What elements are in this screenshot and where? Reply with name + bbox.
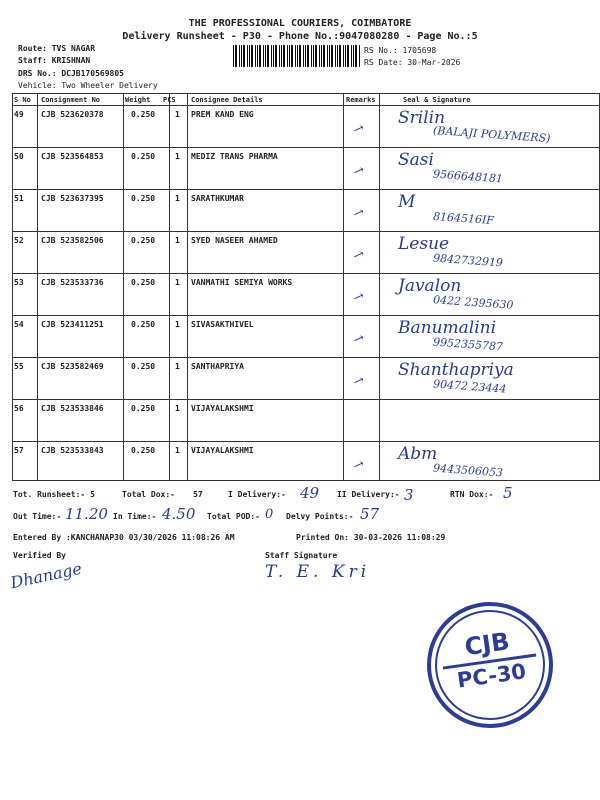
signature-note: 8164516IF xyxy=(432,209,495,228)
signature-note: (BALAJI POLYMERS) xyxy=(432,123,551,146)
company-title: THE PROFESSIONAL COURIERS, COIMBATORE xyxy=(188,18,412,29)
signature: Shanthapriya xyxy=(398,360,514,380)
stamp-top-text: CJB xyxy=(462,627,512,662)
signature: Javalon xyxy=(398,276,462,296)
signature: Banumalini xyxy=(398,318,497,338)
signature-note: 9566648181 xyxy=(432,167,504,186)
entered-by: Entered By :KANCHANAP30 03/30/2026 11:08:26 AM xyxy=(13,533,235,542)
cell-consignee: SIVASAKTHIVEL xyxy=(191,320,254,329)
office-stamp xyxy=(419,594,561,736)
i-delivery-label: I Delivery:- xyxy=(228,490,286,499)
rs-number: RS No.: 1705698 xyxy=(364,46,437,55)
cell-pcs: 1 xyxy=(175,320,180,329)
cell-consignment: CJB 523411251 xyxy=(41,320,104,329)
table-row xyxy=(13,106,599,148)
cell-consignment: CJB 523620378 xyxy=(41,110,104,119)
total-pod-label: Total POD:- xyxy=(207,512,260,521)
in-time-label: In Time:- xyxy=(113,512,157,521)
cell-consignee: SYED NASEER AHAMED xyxy=(191,236,278,245)
cell-weight: 0.250 xyxy=(131,362,156,371)
table-row xyxy=(13,400,599,442)
cell-sno: 57 xyxy=(14,446,24,455)
cell-consignee: PREM KAND ENG xyxy=(191,110,254,119)
cell-consignee: SARATHKUMAR xyxy=(191,194,244,203)
signature-note: 90472 23444 xyxy=(432,377,507,396)
cell-sno: 51 xyxy=(14,194,24,203)
col-pcs: PCS xyxy=(163,96,176,104)
signature: Lesue xyxy=(398,234,450,254)
in-time-value: 4.50 xyxy=(162,505,196,523)
out-time-value: 11.20 xyxy=(65,505,108,523)
signature: M xyxy=(398,192,416,212)
col-consignee: Consignee Details xyxy=(191,96,263,104)
i-delivery-value: 49 xyxy=(300,484,320,502)
cell-consignment: CJB 523564853 xyxy=(41,152,104,161)
cell-consignment: CJB 523637395 xyxy=(41,194,104,203)
cell-consignee: VIJAYALAKSHMI xyxy=(191,446,254,455)
vehicle: Vehicle: Two Wheeler Delivery xyxy=(18,81,158,90)
route: Route: TVS NAGAR xyxy=(18,44,96,53)
out-time-label: Out Time:- xyxy=(13,512,62,521)
cell-weight: 0.250 xyxy=(131,320,156,329)
table-row xyxy=(13,274,599,316)
remark-mark: ↗ xyxy=(350,330,367,349)
total-pod-value: 0 xyxy=(265,507,274,522)
col-signature: Seal & Signature xyxy=(403,96,471,104)
stamp-bottom-text: PC-30 xyxy=(455,659,528,693)
signature-note: 9443506053 xyxy=(432,461,504,480)
remark-mark: ↗ xyxy=(350,120,367,139)
cell-weight: 0.250 xyxy=(131,110,156,119)
cell-weight: 0.250 xyxy=(131,278,156,287)
ii-delivery-value: 3 xyxy=(404,486,414,504)
remark-mark: ↗ xyxy=(350,162,367,181)
signature: Sasi xyxy=(398,150,434,170)
cell-sno: 50 xyxy=(14,152,24,161)
table-row xyxy=(13,316,599,358)
runsheet-title: Delivery Runsheet - P30 - Phone No.:9047080280 - Page No.:5 xyxy=(122,31,478,42)
staff: Staff: KRISHNAN xyxy=(18,56,91,65)
drs-number: DRS No.: DCJB170569805 xyxy=(18,69,124,78)
cell-weight: 0.250 xyxy=(131,194,156,203)
cell-consignee: MEDIZ TRANS PHARMA xyxy=(191,152,278,161)
col-consignment: Consignment No xyxy=(41,96,101,104)
cell-consignment: CJB 523582506 xyxy=(41,236,104,245)
rs-date: RS Date: 30-Mar-2026 xyxy=(364,58,461,67)
ii-delivery-label: II Delivery:- xyxy=(337,490,400,499)
cell-sno: 56 xyxy=(14,404,24,413)
signature-note: 9842732919 xyxy=(432,251,504,270)
remark-mark: ↗ xyxy=(350,456,367,475)
cell-sno: 55 xyxy=(14,362,24,371)
rtn-dox-label: RTN Dox:- xyxy=(450,490,494,499)
col-remarks: Remarks xyxy=(346,96,376,104)
cell-sno: 49 xyxy=(14,110,24,119)
cell-sno: 52 xyxy=(14,236,24,245)
signature: Srilin xyxy=(398,108,446,128)
cell-pcs: 1 xyxy=(175,194,180,203)
verified-by-label: Verified By xyxy=(13,551,66,560)
signature: Abm xyxy=(398,444,438,464)
cell-pcs: 1 xyxy=(175,362,180,371)
verified-signature: Dhanage xyxy=(8,558,84,593)
cell-weight: 0.250 xyxy=(131,404,156,413)
cell-weight: 0.250 xyxy=(131,236,156,245)
cell-pcs: 1 xyxy=(175,236,180,245)
cell-pcs: 1 xyxy=(175,278,180,287)
delvy-points-label: Delvy Points:- xyxy=(286,512,354,521)
cell-consignment: CJB 523582469 xyxy=(41,362,104,371)
signature-note: 0422 2395630 xyxy=(432,293,514,312)
barcode xyxy=(233,45,360,67)
table-row xyxy=(13,442,599,484)
signature-note: 9952355787 xyxy=(432,335,504,354)
cell-consignee: VANMATHI SEMIYA WORKS xyxy=(191,278,293,287)
table-row xyxy=(13,190,599,232)
staff-signature: T. E. Kri xyxy=(265,562,371,582)
cell-pcs: 1 xyxy=(175,110,180,119)
table-row xyxy=(13,358,599,400)
cell-consignee: SANTHAPRIYA xyxy=(191,362,244,371)
delvy-points-value: 57 xyxy=(360,505,380,523)
cell-weight: 0.250 xyxy=(131,152,156,161)
remark-mark: ↗ xyxy=(350,372,367,391)
table-row xyxy=(13,232,599,274)
cell-pcs: 1 xyxy=(175,152,180,161)
col-weight: Weight xyxy=(125,96,151,104)
remark-mark: ↗ xyxy=(350,288,367,307)
cell-pcs: 1 xyxy=(175,446,180,455)
cell-consignee: VIJAYALAKSHMI xyxy=(191,404,254,413)
tot-runsheet: Tot. Runsheet:- 5 xyxy=(13,490,95,499)
cell-weight: 0.250 xyxy=(131,446,156,455)
table-row xyxy=(13,148,599,190)
consignment-table xyxy=(12,93,600,481)
total-dox-label: Total Dox:- xyxy=(122,490,175,499)
cell-pcs: 1 xyxy=(175,404,180,413)
cell-consignment: CJB 523533846 xyxy=(41,404,104,413)
cell-consignment: CJB 523533736 xyxy=(41,278,104,287)
col-sno: S No xyxy=(14,96,31,104)
remark-mark: ↗ xyxy=(350,246,367,265)
rtn-dox-value: 5 xyxy=(503,484,513,502)
cell-sno: 53 xyxy=(14,278,24,287)
remark-mark: ↗ xyxy=(350,204,367,223)
total-dox-value: 57 xyxy=(193,490,203,499)
printed-on: Printed On: 30-03-2026 11:08:29 xyxy=(296,533,446,542)
staff-signature-label: Staff Signature xyxy=(265,551,338,560)
cell-sno: 54 xyxy=(14,320,24,329)
cell-consignment: CJB 523533843 xyxy=(41,446,104,455)
